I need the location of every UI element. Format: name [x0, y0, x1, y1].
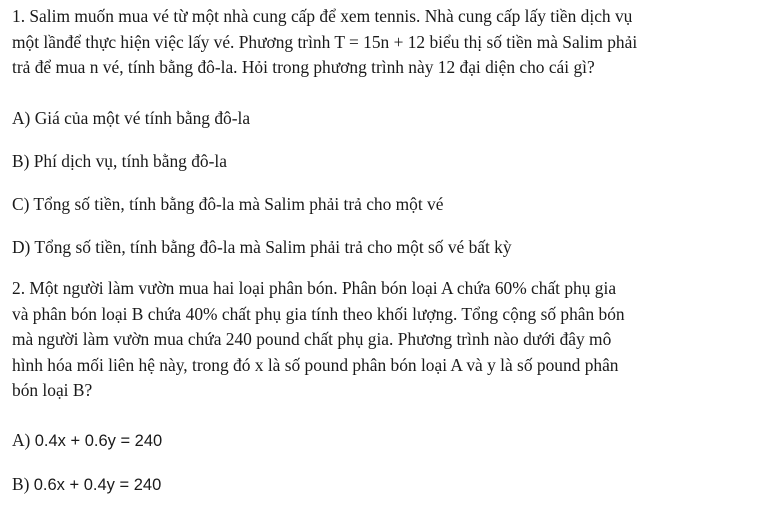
question-1-stem [12, 4, 760, 81]
question-2-line: 2. Một người làm vườn mua hai loại phân bón. Phân bón loại A chứa 60% chất phụ gia [12, 278, 617, 298]
question-1-option-c: C) Tổng số tiền, tính bằng đô-la mà Salim phải trả cho một vé [12, 194, 444, 214]
question-2-option-b-label: B) [12, 474, 34, 494]
question-2-option-b-equation: 0.6x + 0.4y = 240 [33, 476, 162, 494]
question-2-option-a-label: A) [12, 430, 35, 450]
question-2-line: mà người làm vườn mua chứa 240 pound chất phụ gia. Phương trình nào dưới đây mô [12, 329, 612, 349]
question-1-line: trả để mua n vé, tính bằng đô-la. Hỏi trong phương trình này 12 đại diện cho cái gì? [12, 57, 595, 77]
question-2-option-a [12, 428, 162, 455]
question-2-option-a-equation: 0.4x + 0.6y = 240 [34, 432, 163, 450]
question-2-stem [12, 276, 760, 404]
question-2-line: bón loại B? [12, 380, 93, 400]
question-2-line: hình hóa mối liên hệ này, trong đó x là số pound phân bón loại A và y là số pound phân [12, 354, 619, 375]
question-1-option-b: B) Phí dịch vụ, tính bằng đô-la [12, 151, 227, 171]
question-1-line: một lầnđể thực hiện việc lấy vé. Phương trình T = 15n + 12 biểu thị số tiền mà Salim phải [12, 31, 638, 52]
question-2-option-b [12, 472, 161, 499]
question-1-line: 1. Salim muốn mua vé từ một nhà cung cấp để xem tennis. Nhà cung cấp lấy tiền dịch vụ [12, 6, 633, 26]
question-2-line: và phân bón loại B chứa 40% chất phụ gia tính theo khối lượng. Tổng cộng số phân bón [12, 303, 625, 324]
question-1-option-d: D) Tổng số tiền, tính bằng đô-la mà Salim phải trả cho một số vé bất kỳ [12, 237, 512, 257]
question-1-option-a: A) Giá của một vé tính bằng đô-la [12, 108, 251, 128]
